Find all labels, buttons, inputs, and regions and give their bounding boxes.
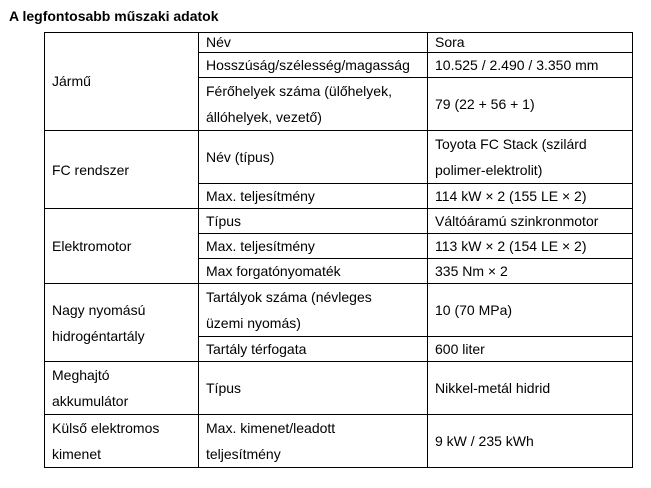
row-label: Tartály térfogata	[199, 337, 428, 362]
table-row	[45, 209, 633, 234]
group-label-line: kimenet	[52, 446, 102, 462]
row-label: Név	[199, 33, 428, 53]
row-value: 114 kW × 2 (155 LE × 2)	[428, 184, 633, 209]
table-row	[45, 131, 633, 184]
row-value-line: Toyota FC Stack (szilárd	[435, 136, 587, 152]
document-title: A legfontosabb műszaki adatok	[9, 8, 219, 24]
row-label: Típus	[199, 362, 428, 415]
row-label	[199, 284, 428, 337]
table-row	[45, 362, 633, 415]
row-label: Max forgatónyomaték	[199, 259, 428, 284]
row-label: Típus	[199, 209, 428, 234]
row-label-line: teljesítmény	[206, 446, 281, 462]
row-value: Váltóáramú szinkronmotor	[428, 209, 633, 234]
row-value	[428, 131, 633, 184]
row-label: Hosszúság/szélesség/magasság	[199, 53, 428, 78]
group-elektromotor: Elektromotor	[45, 209, 199, 284]
row-value: Nikkel-metál hidrid	[428, 362, 633, 415]
row-label: Név (típus)	[199, 131, 428, 184]
row-value: 335 Nm × 2	[428, 259, 633, 284]
row-label	[199, 78, 428, 131]
row-label-line: Tartályok száma (névleges	[206, 289, 372, 305]
row-value: 600 liter	[428, 337, 633, 362]
row-value: 79 (22 + 56 + 1)	[428, 78, 633, 131]
group-fc: FC rendszer	[45, 131, 199, 209]
table-row	[45, 284, 633, 337]
row-label-line: Férőhelyek száma (ülőhelyek,	[206, 83, 392, 99]
row-value: 9 kW / 235 kWh	[428, 415, 633, 468]
row-value: 10.525 / 2.490 / 3.350 mm	[428, 53, 633, 78]
row-label: Max. teljesítmény	[199, 234, 428, 259]
row-value: 10 (70 MPa)	[428, 284, 633, 337]
row-label-line: állóhelyek, vezető)	[206, 109, 322, 125]
group-akkumulator	[45, 362, 199, 415]
group-label-line: hidrogéntartály	[52, 327, 145, 344]
table-row	[45, 33, 633, 53]
group-label-line: Meghajtó	[52, 367, 110, 383]
group-label-line: akkumulátor	[52, 393, 129, 409]
table-row	[45, 415, 633, 468]
row-value: Sora	[428, 33, 633, 53]
row-label: Max. teljesítmény	[199, 184, 428, 209]
row-label-line: üzemi nyomás)	[206, 315, 301, 331]
row-value: 113 kW × 2 (154 LE × 2)	[428, 234, 633, 259]
group-kulso-kimenet	[45, 415, 199, 468]
group-hidrogentartaly	[45, 284, 199, 362]
group-jarmu: Jármű	[45, 33, 199, 131]
row-label-line: Max. kimenet/leadott	[206, 420, 336, 436]
row-label	[199, 415, 428, 468]
group-label-line: Külső elektromos	[52, 420, 160, 436]
row-value-line: polimer-elektrolit)	[435, 162, 543, 178]
spec-table	[44, 32, 633, 468]
group-label-line: Nagy nyomású	[52, 301, 146, 318]
